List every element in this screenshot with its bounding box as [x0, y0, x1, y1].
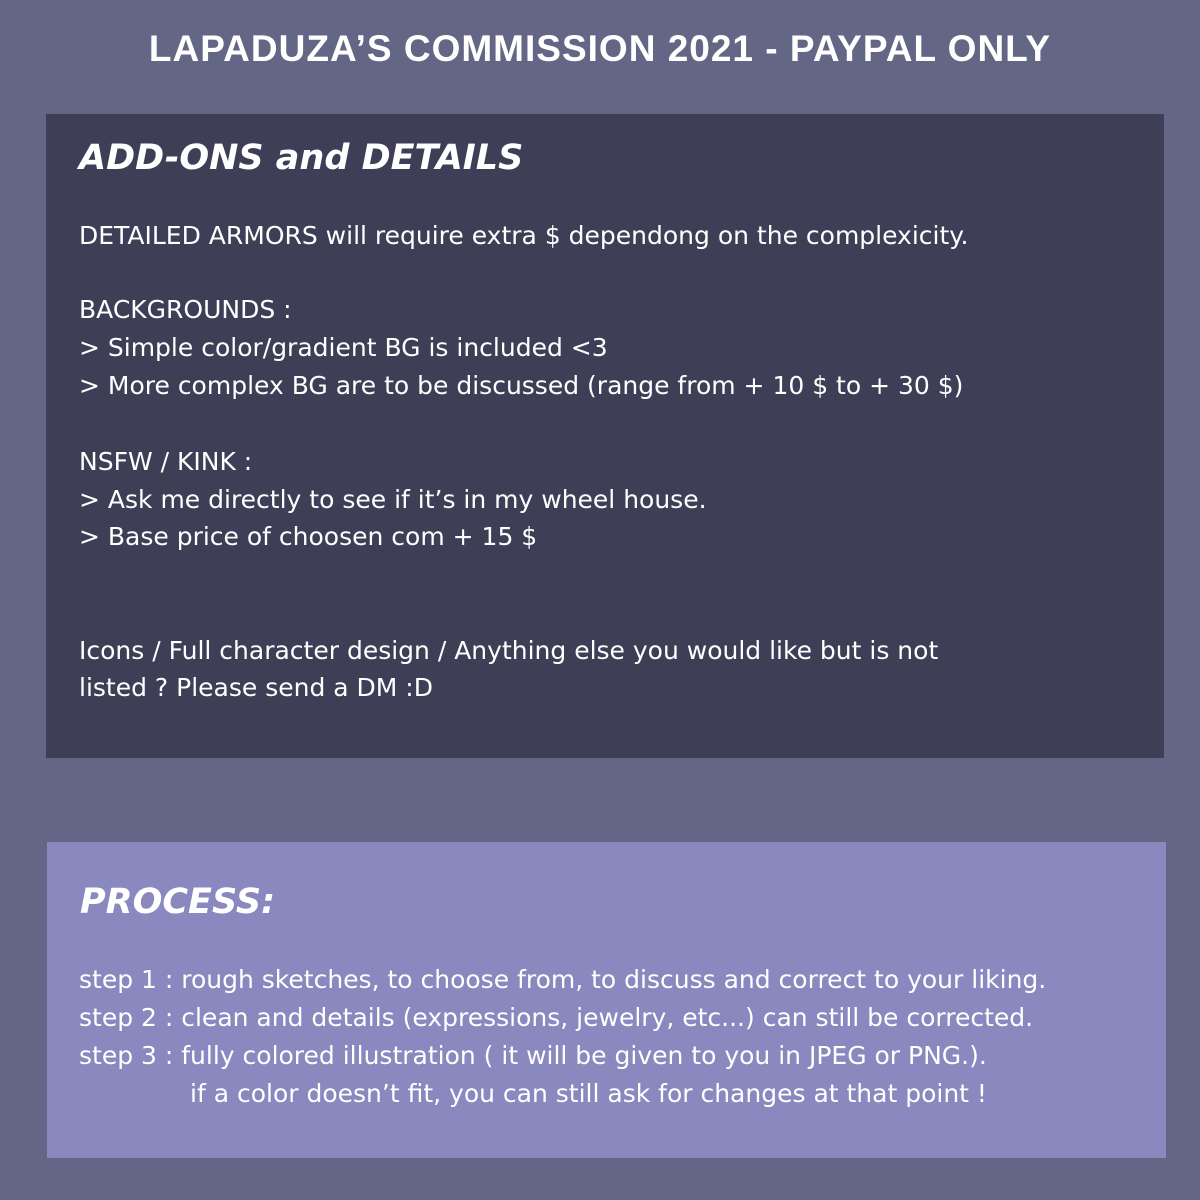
addons-heading: ADD-ONS and DETAILS — [79, 138, 524, 178]
nsfw-item: > Base price of choosen com + 15 $ — [79, 522, 538, 551]
process-panel — [47, 842, 1166, 1158]
backgrounds-label: BACKGROUNDS : — [79, 295, 292, 324]
other-requests-line: listed ? Please send a DM :D — [79, 673, 433, 702]
backgrounds-item: > Simple color/gradient BG is included <3 — [79, 333, 608, 362]
process-step: step 3 : fully colored illustration ( it will be given to you in JPEG or PNG.). — [79, 1041, 987, 1070]
other-requests-line: Icons / Full character design / Anything else you would like but is not — [79, 636, 939, 665]
process-heading: PROCESS: — [80, 882, 276, 922]
page-title: LAPADUZA’S COMMISSION 2021 - PAYPAL ONLY — [148, 28, 1052, 69]
process-step: step 2 : clean and details (expressions, jewelry, etc...) can still be corrected. — [79, 1003, 1034, 1032]
nsfw-label: NSFW / KINK : — [79, 447, 253, 476]
process-step-note: if a color doesn’t fit, you can still ask for changes at that point ! — [190, 1079, 987, 1108]
backgrounds-item: > More complex BG are to be discussed (range from + 10 $ to + 30 $) — [79, 371, 964, 400]
process-step: step 1 : rough sketches, to choose from, to discuss and correct to your liking. — [79, 965, 1047, 994]
nsfw-item: > Ask me directly to see if it’s in my wheel house. — [79, 485, 707, 514]
addons-panel — [46, 114, 1164, 758]
armors-note: DETAILED ARMORS will require extra $ dependong on the complexicity. — [79, 221, 969, 250]
